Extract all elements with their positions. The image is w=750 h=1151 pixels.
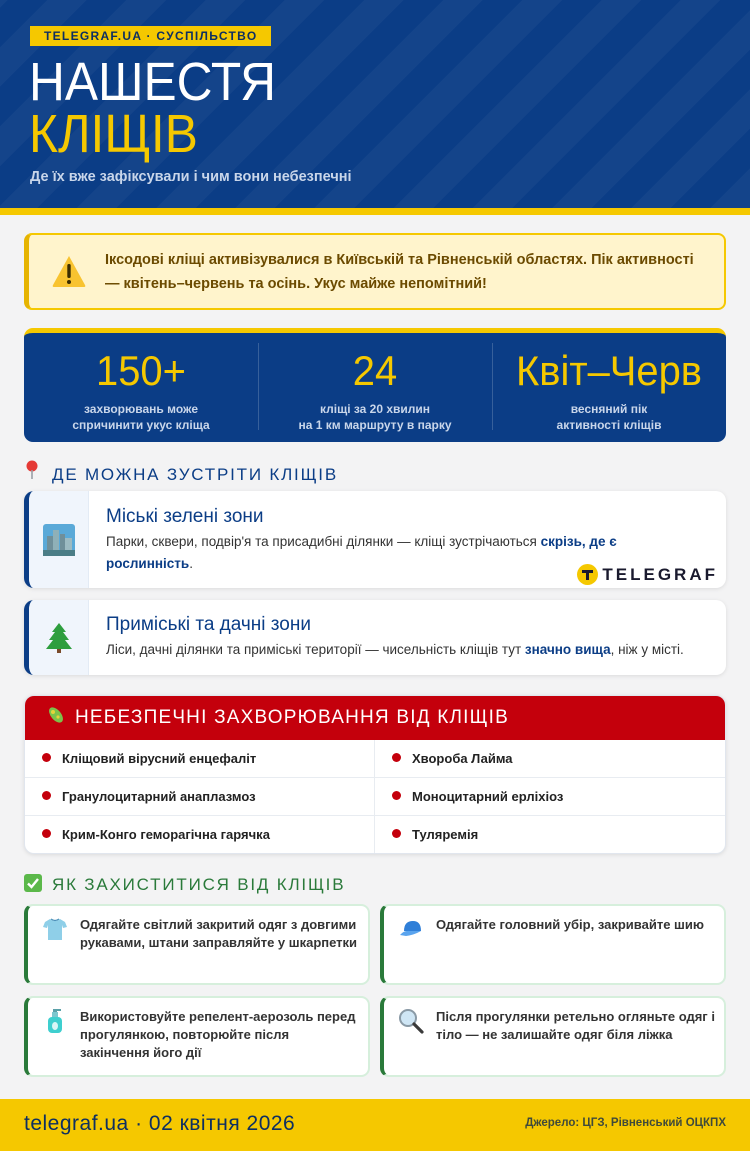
zone-desc-highlight: скрізь, де є рослинність [106, 534, 617, 571]
tree-icon [44, 622, 74, 654]
tshirt-icon [42, 916, 68, 942]
diseases-panel [24, 695, 726, 854]
stat-cases [24, 333, 258, 442]
zone-title: Міські зелені зони [106, 506, 264, 527]
disease-name: Моноцитарний ерліхіоз [412, 789, 564, 804]
disease-name: Кліщовий вірусний енцефаліт [62, 751, 257, 766]
stat-label: кліщі за 20 хвилин на 1 км маршруту в парку [298, 402, 452, 432]
zone-card-city [24, 491, 726, 588]
disease-item [25, 740, 375, 778]
tip-card [24, 996, 370, 1077]
magnifier-icon [398, 1008, 424, 1034]
zone-icon-column [29, 491, 89, 588]
warning-callout [24, 233, 726, 310]
disease-name: Туляремія [412, 827, 479, 842]
tip-text: Після прогулянки ретельно огляньте одяг і тіло — не залишайте одяг біля ліжка [436, 1009, 715, 1042]
warning-text: Іксодові кліщі активізувалися в Київській та Рівненській областях. Пік активності — квітень–червень та осінь. Укус майже непомітний! [105, 252, 694, 292]
warning-icon [51, 253, 87, 289]
header [0, 0, 750, 208]
diseases-list [25, 740, 725, 854]
disease-item [375, 740, 725, 778]
stat-label: весняний пік активності кліщів [556, 402, 662, 432]
footer [0, 1099, 750, 1151]
zone-icon-column [29, 600, 89, 675]
telegraf-logo[interactable] [577, 564, 718, 585]
diseases-heading: НЕБЕЗПЕЧНІ ЗАХВОРЮВАННЯ ВІД КЛІЩІВ [75, 707, 510, 728]
tip-text: Одягайте головний убір, закривайте шию [436, 917, 704, 932]
spray-bottle-icon [42, 1008, 68, 1034]
disease-name: Крим-Конго геморагічна гарячка [62, 827, 270, 842]
stat-value: 150+ [96, 347, 186, 394]
telegraf-logo-text: TELEGRAF [602, 564, 718, 584]
subtitle: Де їх вже зафіксували і чим вони небезпечні [30, 169, 352, 185]
bullet-dot-icon [42, 791, 51, 800]
stat-value: Квіт–Черв [516, 347, 702, 394]
pin-icon [24, 460, 46, 485]
disease-item [25, 778, 375, 816]
bullet-dot-icon [42, 829, 51, 838]
bullet-dot-icon [392, 829, 401, 838]
tip-text: Одягайте світлий закритий одяг з довгими рукавами, штани заправляйте у шкарпетки [80, 917, 358, 950]
bullet-dot-icon [42, 753, 51, 762]
title-line-1: НАШЕСТЯ [29, 52, 277, 112]
zone-desc-text: Парки, сквери, подвір'я та присадибні ділянки — кліщі зустрічаються [106, 534, 541, 549]
disease-name: Гранулоцитарний анаплазмоз [62, 789, 256, 804]
zone-desc-text: . [189, 556, 193, 571]
zone-title: Приміські та дачні зони [106, 614, 311, 635]
stat-label: захворювань може спричинити укус кліща [72, 402, 210, 432]
disease-item [25, 816, 375, 854]
zone-description [106, 639, 706, 661]
disease-name: Хвороба Лайма [412, 751, 513, 766]
stat-value: 24 [352, 347, 398, 394]
diseases-header [25, 696, 725, 740]
disease-item [375, 816, 725, 854]
bullet-dot-icon [392, 753, 401, 762]
telegraf-logo-icon [577, 564, 598, 585]
tip-text: Використовуйте репелент-аерозоль перед прогулянкою, повторюйте після закінчення його дії [80, 1009, 356, 1060]
title-line-2: КЛІЩІВ [29, 104, 198, 164]
kicker-badge[interactable]: TELEGRAF.UA · СУСПІЛЬСТВО [30, 26, 271, 46]
stats-panel [24, 328, 726, 442]
tip-card [380, 996, 726, 1077]
microbe-icon [45, 696, 67, 740]
section-heading-where [24, 460, 338, 485]
section-heading-text: ДЕ МОЖНА ЗУСТРІТИ КЛІЩІВ [52, 465, 338, 484]
tip-card [24, 904, 370, 985]
tip-card [380, 904, 726, 985]
section-heading-protect [24, 874, 345, 895]
cap-icon [398, 916, 424, 942]
stat-peak-season [492, 333, 726, 442]
bullet-dot-icon [392, 791, 401, 800]
footer-site-date[interactable]: telegraf.ua · 02 квітня 2026 [24, 1112, 296, 1135]
section-heading-text: ЯК ЗАХИСТИТИСЯ ВІД КЛІЩІВ [52, 875, 346, 894]
zone-desc-text: Ліси, дачні ділянки та приміські території — чисельність кліщів тут [106, 642, 525, 657]
zone-desc-text: , ніж у місті. [610, 642, 684, 657]
stat-ticks-count [258, 333, 492, 442]
zone-desc-highlight: значно вища [524, 642, 611, 657]
header-accent-bar [0, 208, 750, 215]
check-icon [24, 874, 46, 895]
footer-source: Джерело: ЦГЗ, Рівненський ОЦКПХ [525, 1117, 726, 1129]
disease-item [375, 778, 725, 816]
zone-card-suburban [24, 600, 726, 675]
city-icon [43, 524, 75, 556]
